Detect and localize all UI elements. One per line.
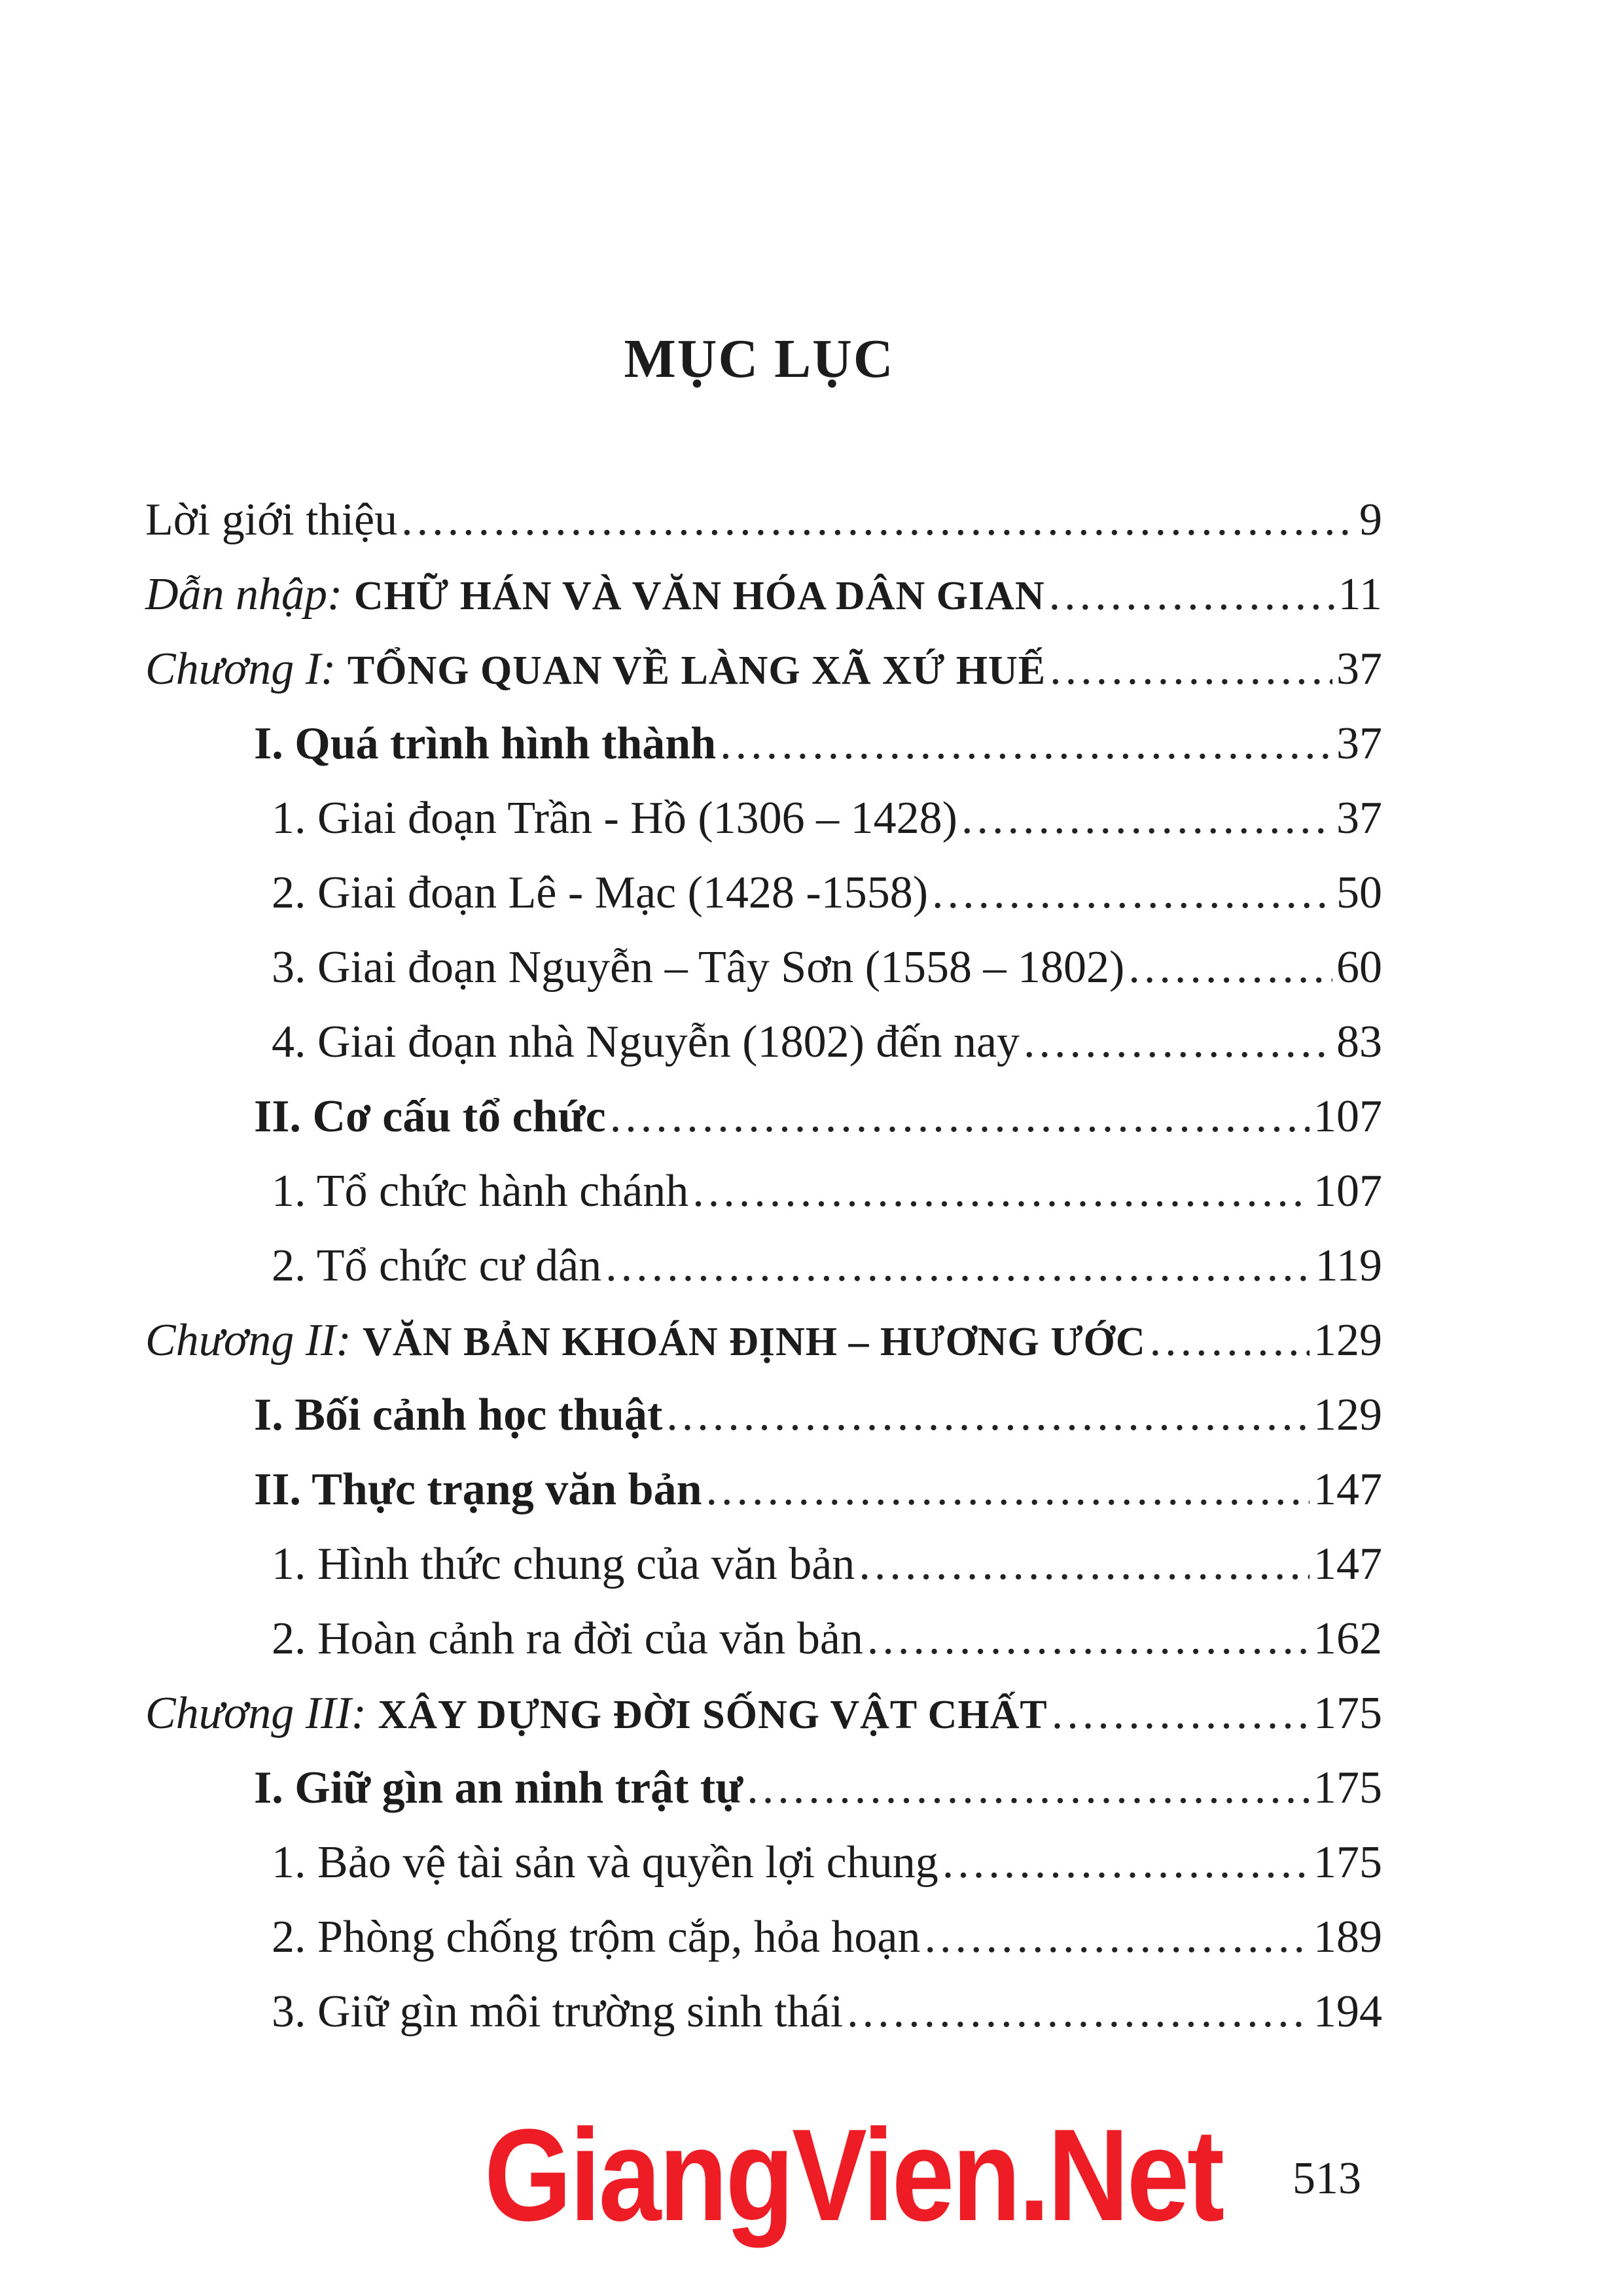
toc-page-number: 107 [1313,1166,1382,1216]
dot-leader [610,1091,1310,1143]
toc-entry-chapter-1[interactable] [145,643,1382,709]
dot-leader [1050,643,1332,696]
toc-entry-chapter-2[interactable] [145,1315,1382,1380]
toc-page-number: 147 [1313,1539,1382,1589]
toc-page-number: 162 [1313,1614,1382,1664]
toc-entry-label: 2. Phòng chống trộm cắp, hỏa hoạn [272,1912,921,1962]
dot-leader [847,1986,1310,2038]
toc-entry-subsection[interactable] [272,792,1382,858]
toc-page-number: 175 [1313,1837,1382,1888]
toc-entry-subsection[interactable] [272,1613,1382,1678]
toc-page-number: 83 [1336,1017,1382,1067]
toc-entry-subsection[interactable] [272,1986,1382,2051]
toc-entry-subsection[interactable] [272,1837,1382,1902]
toc-entry-label: 2. Hoàn cảnh ra đời của văn bản [272,1614,863,1664]
toc-entry-introduction-chapter[interactable] [145,569,1382,634]
toc-entry-label: 2. Tổ chức cư dân [272,1241,602,1291]
dot-leader [867,1613,1310,1665]
toc-entry-section[interactable] [254,1389,1382,1455]
toc-page-number: 119 [1315,1241,1382,1291]
toc-entry-label: 2. Giai đoạn Lê - Mạc (1428 -1558) [272,868,929,918]
dot-leader [859,1538,1310,1591]
toc-page-number: 189 [1313,1912,1382,1962]
toc-entry-label: Chương II: VĂN BẢN KHOÁN ĐỊNH – HƯƠNG ƯỚC [145,1315,1146,1366]
toc-entry-label: Dẫn nhập: CHỮ HÁN VÀ VĂN HÓA DÂN GIAN [145,569,1045,620]
toc-page-number: 50 [1336,868,1382,918]
toc-page-number: 129 [1313,1315,1382,1366]
toc-page-number: 175 [1313,1688,1382,1739]
toc-entry-label: Chương I: TỔNG QUAN VỀ LÀNG XÃ XỨ HUẾ [145,644,1046,694]
toc-page-number: 147 [1313,1464,1382,1515]
toc-entry-subsection[interactable] [272,1240,1382,1305]
toc-entry-label: II. Thực trạng văn bản [254,1464,702,1515]
toc-page-number: 37 [1336,793,1382,843]
toc-entry-subsection[interactable] [272,1016,1382,1082]
toc-page-number: 194 [1313,1987,1382,2037]
toc-entry-label: I. Quá trình hình thành [254,718,717,769]
toc-entry-label: 4. Giai đoạn nhà Nguyễn (1802) đến nay [272,1017,1020,1067]
toc-entry-label: 1. Tổ chức hành chánh [272,1166,689,1216]
dot-leader [605,1240,1311,1292]
toc-entry-label: 1. Hình thức chung của văn bản [272,1539,855,1589]
dot-leader [1024,1016,1332,1069]
toc-page-number: 11 [1338,569,1382,620]
toc-page-number: 37 [1336,718,1382,769]
toc-entry-label: 1. Giai đoạn Trần - Hồ (1306 – 1428) [272,793,957,843]
toc-page-number: 37 [1336,644,1382,694]
dot-leader [706,1464,1310,1516]
toc-entry-subsection[interactable] [272,1538,1382,1604]
toc-page-number: 9 [1359,495,1382,545]
dot-leader [924,1911,1310,1964]
toc-entry-label: Chương III: XÂY DỰNG ĐỜI SỐNG VẬT CHẤT [145,1688,1048,1739]
toc-entry-label: Lời giới thiệu [145,495,398,545]
toc-entry-label: I. Bối cảnh học thuật [254,1390,663,1440]
dot-leader [1128,942,1332,994]
dot-leader [1049,569,1334,621]
dot-leader [1052,1687,1310,1740]
page-title: MỤC LỤC [624,328,895,389]
toc-entry-subsection[interactable] [272,1911,1382,1977]
toc-entry-section[interactable] [254,1762,1382,1828]
dot-leader [961,792,1332,845]
toc-entry-subsection[interactable] [272,1165,1382,1231]
toc-entry-subsection[interactable] [272,867,1382,932]
dot-leader [401,494,1355,546]
dot-leader [666,1389,1310,1441]
toc-entry-section[interactable] [254,1464,1382,1529]
dot-leader [932,867,1332,919]
dot-leader [942,1837,1310,1889]
toc-entry-label: 1. Bảo vệ tài sản và quyền lợi chung [272,1837,938,1888]
toc-page-number: 129 [1313,1390,1382,1440]
dot-leader [747,1762,1310,1814]
page-number: 513 [1293,2153,1361,2204]
toc-page-number: 60 [1336,942,1382,993]
toc-entry-label: I. Giữ gìn an ninh trật tự [254,1763,743,1813]
dot-leader [692,1165,1310,1218]
toc-entry-subsection[interactable] [272,942,1382,1007]
toc-page-number: 175 [1313,1763,1382,1813]
toc-entry-section[interactable] [254,718,1382,783]
toc-page-number: 107 [1313,1091,1382,1142]
toc-entry-label: 3. Giai đoạn Nguyễn – Tây Sơn (1558 – 1802) [272,942,1125,993]
dot-leader [1150,1315,1310,1367]
toc-entry-label: II. Cơ cấu tổ chức [254,1091,606,1142]
toc-entry-chapter-3[interactable] [145,1687,1382,1753]
toc-entry-label: 3. Giữ gìn môi trường sinh thái [272,1987,844,2037]
toc-entry-intro[interactable] [145,494,1382,559]
dot-leader [720,718,1332,770]
watermark-logo: GiangVien.Net [484,2102,1222,2248]
toc-entry-section[interactable] [254,1091,1382,1156]
